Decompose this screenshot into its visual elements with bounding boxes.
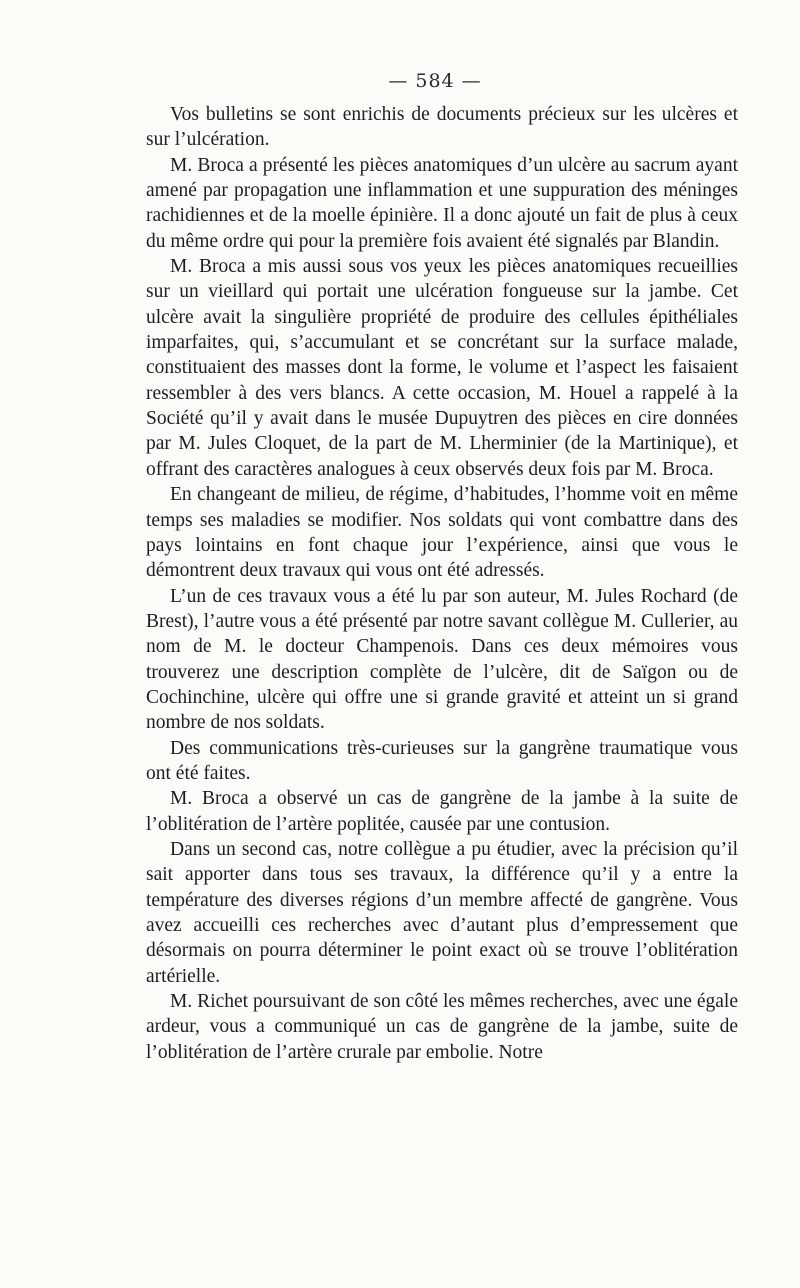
paragraph-rochard: L’un de ces travaux vous a été lu par son auteur, M. Jules Rochard (de Brest), l’autre vous a été présenté par notre savant collègue M. Cullerier, au nom de M. le docteur Champenois. Dans ces deux mémoires vous trouverez une description complète de l’ulcère, dit de Saïgon ou de Cochinchine, ulcère qui offre une si grande gravité et atteint un si grand nombre de nos soldats. bbox=[146, 585, 738, 734]
body-text bbox=[146, 102, 738, 1065]
paragraph-poplitee: M. Broca a observé un cas de gangrène de la jambe à la suite de l’oblitération de l’artère poplitée, causée par une contusion. bbox=[146, 788, 738, 835]
paragraph-milieu: En changeant de milieu, de régime, d’habitudes, l’homme voit en même temps ses maladies se modifier. Nos soldats qui vont combattre dans des pays lointains en font chaque jour l’expérience, ainsi que vous le démontrent deux travaux qui vous ont été adressés. bbox=[146, 484, 738, 582]
paragraph-bulletins: Vos bulletins se sont enrichis de documents précieux sur les ulcères et sur l’ulcération. bbox=[146, 104, 738, 151]
paragraph-broca-sacrum: M. Broca a présenté les pièces anatomiques d’un ulcère au sacrum ayant amené par propagation une inflammation et une suppuration des méninges rachidiennes et de la moelle épinière. Il a donc ajouté un fait de plus à ceux du même ordre qui pour la première fois avaient été signalés par Blandin. bbox=[146, 154, 738, 252]
page-number: — 584 — bbox=[388, 70, 482, 92]
paragraph-gangrene: Des communications très-curieuses sur la gangrène traumatique vous ont été faites. bbox=[146, 737, 738, 784]
paragraph-broca-jambe: M. Broca a mis aussi sous vos yeux les pièces anatomiques recueillies sur un vieillard qui portait une ulcération fongueuse sur la jambe. Cet ulcère avait la singulière propriété de produire des cellules épithéliales imparfaites, qui, s’accumulant et se concrétant sur la surface malade, constituaient des masses dont la forme, le volume et l’aspect les faisaient ressembler à des vers blancs. A cette occasion, M. Houel a rappelé à la Société qu’il y avait dans le musée Dupuytren des pièces en cire données par M. Jules Cloquet, de la part de M. Lherminier (de la Martinique), et offrant des caractères analogues à ceux observés deux fois par M. Broca. bbox=[146, 256, 738, 480]
paragraph-second-cas: Dans un second cas, notre collègue a pu étudier, avec la précision qu’il sait apporter dans tous ses travaux, la différence qu’il y a entre la température des diverses régions d’un membre affecté de gangrène. Vous avez accueilli ces recherches avec d’autant plus d’empressement que désormais on pourra déterminer le point exact où se trouve l’oblitération artérielle. bbox=[146, 838, 738, 987]
paragraph-richet: M. Richet poursuivant de son côté les mêmes recherches, avec une égale ardeur, vous a communiqué un cas de gangrène de la jambe, suite de l’oblitération de l’artère crurale par embolie. Notre bbox=[146, 991, 738, 1063]
